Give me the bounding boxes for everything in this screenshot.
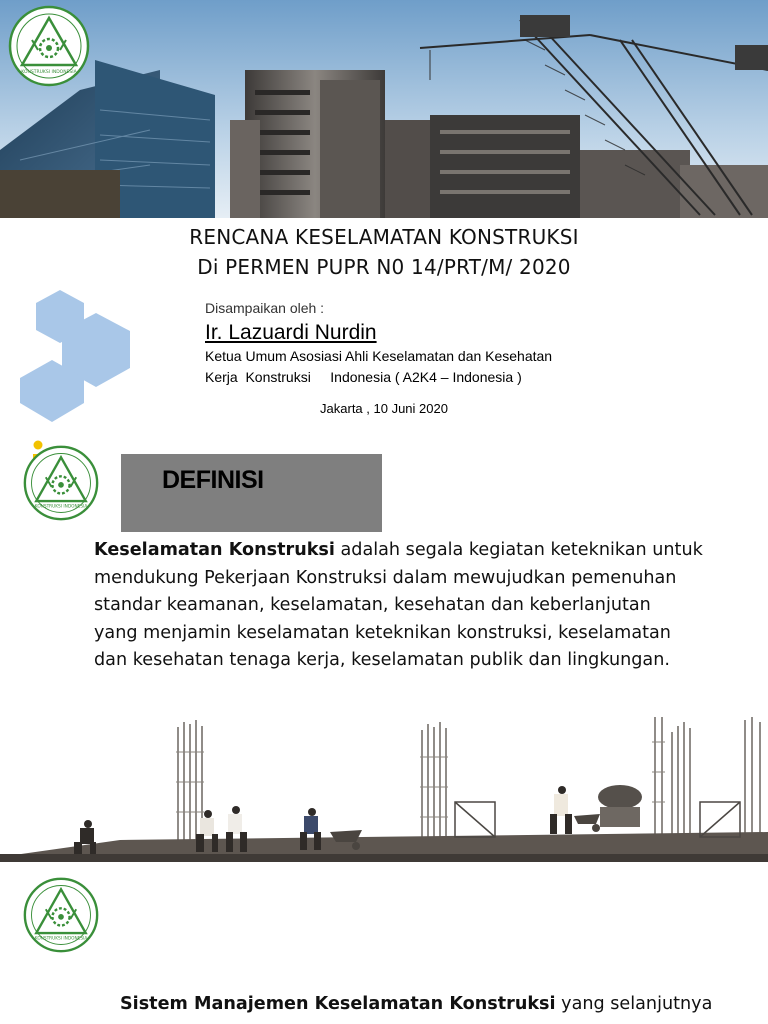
definition-line: yang menjamin keselamatan keteknikan konstruksi, keselamatan xyxy=(94,622,671,643)
definition-line: dan kesehatan tenaga kerja, keselamatan publik dan lingkungan. xyxy=(94,650,670,670)
section-title: DEFINISI xyxy=(162,466,264,494)
definition-line: standar keamanan, keselamatan, kesehatan dan keberlanjutan xyxy=(94,595,651,615)
smkk-definition-paragraph xyxy=(120,991,760,1019)
presenter-role-line1: Ketua Umum Asosiasi Ahli Keselamatan dan Kesehatan xyxy=(205,348,553,364)
svg-text:KONSTRUKSI INDONESIA: KONSTRUKSI INDONESIA xyxy=(34,936,88,942)
safety-gear-triangle-logo xyxy=(8,2,90,90)
hero-construction-photo xyxy=(0,0,768,218)
definition-paragraph xyxy=(94,537,734,675)
definition-term: Keselamatan Konstruksi xyxy=(94,540,335,560)
presentation-title-line2: Di PERMEN PUPR N0 14/PRT/M/ 2020 xyxy=(197,255,571,279)
presenter-role-line2: Kerja Konstruksi Indonesia ( A2K4 – Indonesia ) xyxy=(205,369,522,385)
definition-line: mendukung Pekerjaan Konstruksi dalam mewujudkan pemenuhan xyxy=(94,567,677,588)
svg-text:KONSTRUKSI INDONESIA: KONSTRUKSI INDONESIA xyxy=(21,70,77,75)
safety-gear-triangle-logo xyxy=(22,876,100,954)
svg-text:KONSTRUKSI INDONESIA: KONSTRUKSI INDONESIA xyxy=(34,504,88,510)
construction-workers-photo xyxy=(0,712,768,862)
presenter-name: Ir. Lazuardi Nurdin xyxy=(205,321,377,344)
presentation-title-line1: RENCANA KESELAMATAN KONSTRUKSI xyxy=(189,225,579,249)
smkk-rest: yang selanjutnya xyxy=(555,994,713,1014)
definition-line: Keselamatan Konstruksi adalah segala kegiatan keteknikan untuk xyxy=(94,540,703,560)
date-place: Jakarta , 10 Juni 2020 xyxy=(320,401,448,416)
presented-by-label: Disampaikan oleh : xyxy=(205,300,325,316)
smkk-term: Sistem Manajemen Keselamatan Konstruksi xyxy=(120,994,556,1014)
safety-gear-triangle-logo xyxy=(22,444,100,522)
